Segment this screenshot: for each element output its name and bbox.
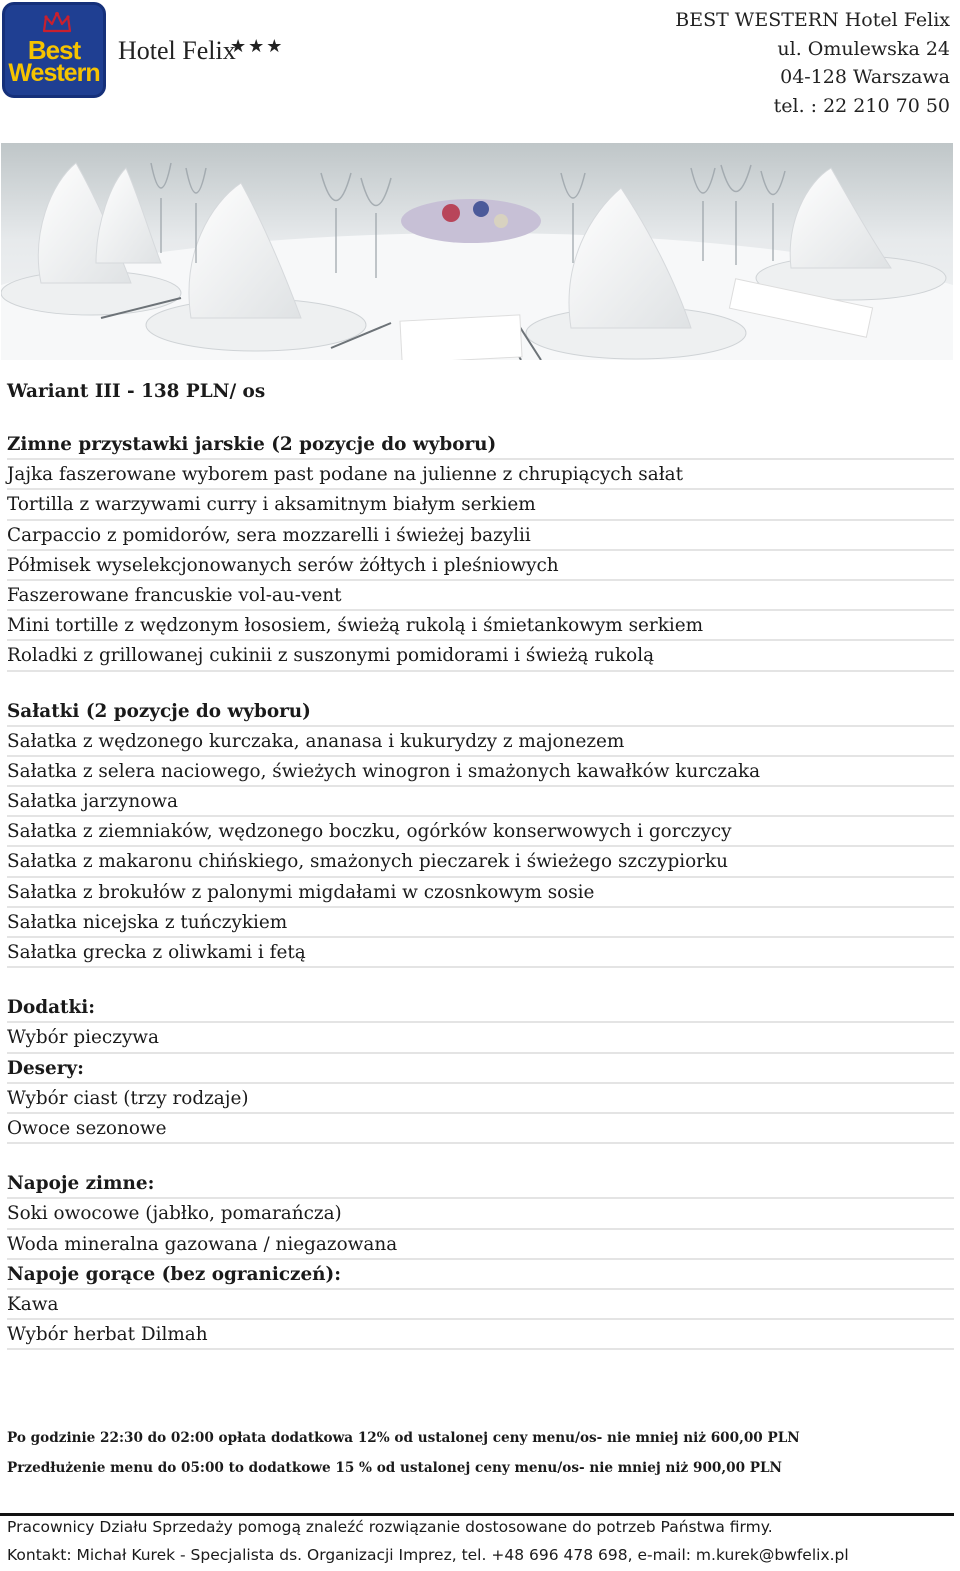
hotel-stars: ★★★ [230, 36, 285, 57]
menu-item: Faszerowane francuskie vol-au-vent [7, 581, 954, 611]
footer-contact-text: Kontakt: Michał Kurek - Specjalista ds. Organizacji Imprez, tel. +48 696 478 698, e-mail: m.kurek@bwfelix.pl [7, 1546, 849, 1564]
menu-item: Tortilla z warzywami curry i aksamitnym białym serkiem [7, 490, 954, 520]
menu-item: Carpaccio z pomidorów, sera mozzarelli i świeżej bazylii [7, 521, 954, 551]
section-heading-cold-starters: Zimne przystawki jarskie (2 pozycje do wyboru) [7, 430, 954, 460]
menu-item: Sałatka z brokułów z palonymi migdałami w czosnkowym sosie [7, 878, 954, 908]
menu-item: Wybór ciast (trzy rodzaje) [7, 1084, 954, 1114]
footer-sales-text: Pracownicy Działu Sprzedaży pomogą znaleźć rozwiązanie dostosowane do potrzeb Państwa firmy. [7, 1518, 773, 1536]
menu-item: Sałatka jarzynowa [7, 787, 954, 817]
logo-text-best: Best [27, 35, 81, 65]
menu-item: Jajka faszerowane wyborem past podane na julienne z chrupiących sałat [7, 460, 954, 490]
banquet-table-photo [1, 143, 953, 360]
variant-title: Wariant III - 138 PLN/ os [7, 381, 266, 402]
section-heading-extras: Dodatki: [7, 993, 954, 1023]
hotel-address [675, 6, 950, 120]
address-line: tel. : 22 210 70 50 [773, 94, 950, 117]
spacer [7, 968, 954, 993]
menu-item: Sałatka grecka z oliwkami i fetą [7, 938, 954, 968]
late-fee-note: Po godzinie 22:30 do 02:00 opłata dodatkowa 12% od ustalonej ceny menu/os- nie mniej niż 600,00 PLN [7, 1430, 800, 1446]
extension-note: Przedłużenie menu do 05:00 to dodatkowe 15 % od ustalonej ceny menu/os- nie mniej niż 900,00 PLN [7, 1460, 782, 1476]
menu-item: Półmisek wyselekcjonowanych serów żółtych i pleśniowych [7, 551, 954, 581]
section-heading-desserts: Desery: [7, 1054, 954, 1084]
menu-item: Sałatka z ziemniaków, wędzonego boczku, ogórków konserwowych i gorczycy [7, 817, 954, 847]
hotel-name: Hotel Felix [118, 36, 236, 65]
best-western-logo [2, 2, 106, 98]
spacer [7, 672, 954, 697]
crown-icon [42, 11, 72, 35]
section-heading-salads: Sałatki (2 pozycje do wyboru) [7, 697, 954, 727]
menu-item: Mini tortille z wędzonym łososiem, świeżą rukolą i śmietankowym serkiem [7, 611, 954, 641]
section-heading-cold-drinks: Napoje zimne: [7, 1169, 954, 1199]
menu-item: Wybór herbat Dilmah [7, 1320, 954, 1350]
menu-item: Sałatka z selera naciowego, świeżych winogron i smażonych kawałków kurczaka [7, 757, 954, 787]
menu-item: Sałatka z makaronu chińskiego, smażonych pieczarek i świeżego szczypiorku [7, 847, 954, 877]
menu-content [7, 377, 954, 1350]
menu-item: Woda mineralna gazowana / niegazowana [7, 1230, 954, 1260]
menu-item: Sałatka z wędzonego kurczaka, ananasa i kukurydzy z majonezem [7, 727, 954, 757]
address-line: 04-128 Warszawa [780, 66, 950, 88]
menu-item: Soki owocowe (jabłko, pomarańcza) [7, 1199, 954, 1229]
menu-item: Owoce sezonowe [7, 1114, 954, 1144]
menu-item: Wybór pieczywa [7, 1023, 954, 1053]
address-line: ul. Omulewska 24 [777, 37, 950, 60]
footer-divider [0, 1513, 954, 1516]
spacer [7, 1144, 954, 1169]
menu-item: Kawa [7, 1290, 954, 1320]
page-header [0, 0, 960, 130]
section-heading-hot-drinks: Napoje gorące (bez ograniczeń): [7, 1260, 954, 1290]
logo-text-western: Western [8, 59, 100, 87]
menu-item: Sałatka nicejska z tuńczykiem [7, 908, 954, 938]
spacer [7, 407, 954, 430]
address-line: BEST WESTERN Hotel Felix [675, 9, 950, 31]
menu-item: Roladki z grillowanej cukinii z suszonymi pomidorami i świeżą rukolą [7, 641, 954, 671]
